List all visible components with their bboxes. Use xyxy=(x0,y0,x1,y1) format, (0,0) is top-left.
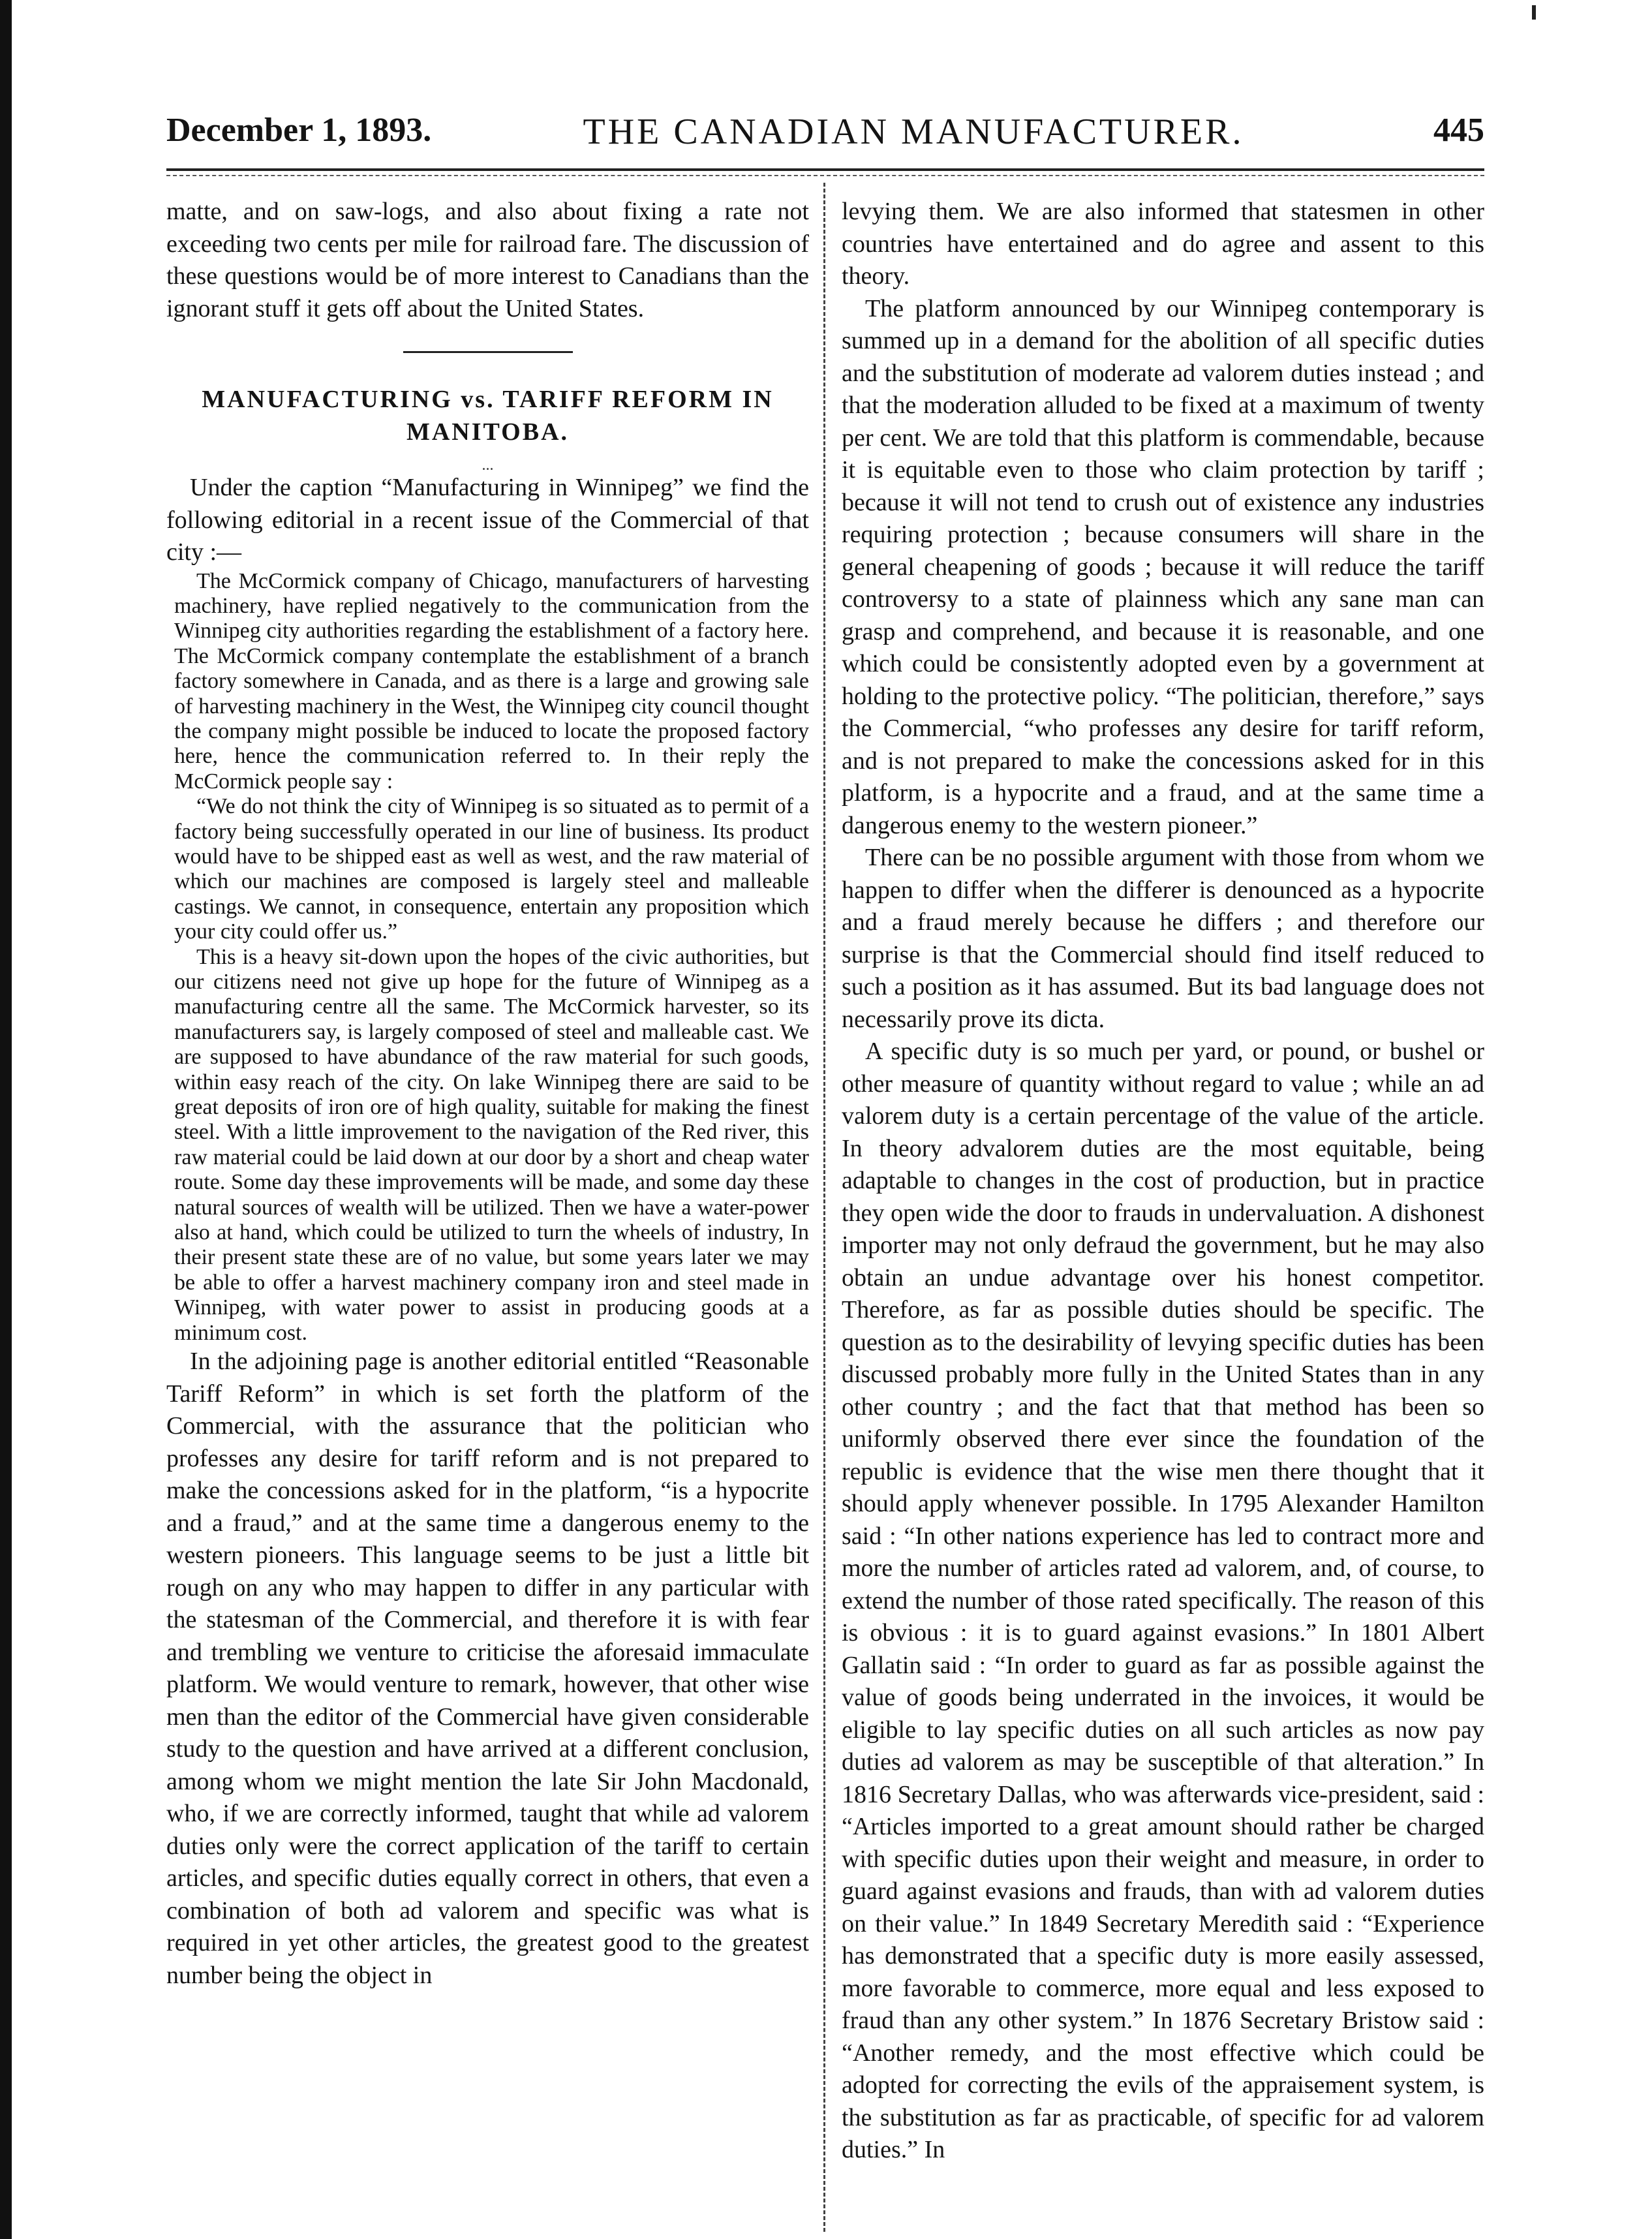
left-column xyxy=(166,196,809,2206)
section-divider xyxy=(403,351,573,353)
right-paragraph-1: levying them. We are also informed that statesmen in other countries have entertained and do agree and assent to this theory. xyxy=(842,198,1484,290)
section-title: MANUFACTURING vs. TARIFF REFORM IN MANITOBA. xyxy=(202,386,774,446)
left-paragraph-4: This is a heavy sit-down upon the hopes of the civic authorities, but our citizens need not give up hope for the future of Winnipeg as a manufacturing centre all the same. The McCormick harvester, so its manufacturers say, is largely composed of steel and malleable cast. We are supposed to have abundance of the raw material for such goods, within easy reach of the city. On lake Winnipeg there are said to be great deposits of iron ore of high quality, suitable for making the finest steel. With a little improvement to the navigation of the Red river, this raw material could be laid down at our door by a short and cheap water route. Some day these improvements will be made, and some day these natural sources of wealth will be utilized. Then we have a water-power also at hand, which could be utilized to turn the wheels of industry, In their present state these are of no value, but some years later we may be able to offer a harvest machinery company iron and steel made in Winnipeg, with water power to assist in producing goods at a minimum cost. xyxy=(174,944,809,1345)
section-mark: ... xyxy=(482,457,494,474)
right-paragraph-4: A specific duty is so much per yard, or pound, or bushel or other measure of quantity without regard to value ; while an ad valorem duty is a certain percentage of the value of the article. In theory advalorem duties are the most equitable, being adaptable to changes in the cost of production, but in practice they open wide the door to frauds in undervaluation. A dishonest importer may not only defraud the government, but he may also obtain an undue advantage over his honest competitor. Therefore, as far as possible duties should be specific. The question as to the desirability of levying specific duties has been discussed probably more fully in the United States than in any other country ; and the fact that that method has been so uniformly observed there ever since the foundation of the republic is evidence that the wise men there thought that it should apply whenever possible. In 1795 Alexander Hamilton said : “In other nations experience has led to contract more and more the number of articles rated ad valorem, and, of course, to extend the number of those rated specifically. The reason of this is obvious : it is to guard against evasions.” In 1801 Albert Gallatin said : “In order to guard as far as possible against the value of goods being underrated in the invoices, it would be eligible to lay specific duties on all such articles as now pay duties ad valorem as may be susceptible of that alteration.” In 1816 Secretary Dallas, who was afterwards vice-president, said : “Articles imported to a great amount should rather be charged with specific duties upon their weight and measure, in order to guard against evasions and frauds, than with ad valorem duties on their value.” In 1849 Secretary Meredith said : “Experience has demonstrated that a specific duty is more easily assessed, more favorable to commerce, more equal and less exposed to fraud than any other system.” In 1876 Secretary Bristow said : “Another remedy, and the most effective which could be adopted for correcting the evils of the appraisement system, is the substitution as far as practicable, of specific for ad valorem duties.” In xyxy=(842,1038,1484,2163)
left-paragraph-5: In the adjoining page is another editorial entitled “Reasonable Tariff Reform” in which is set forth the platform of the Commercial, with the assurance that the politician who professes any desire for tariff reform and is not prepared to make the concessions asked for in the platform, “is a hypocrite and a fraud,” and at the same time a dangerous enemy to the western pioneers. This language seems to be just a little bit rough on any who may happen to differ in any particular with the statesman of the Commercial, and therefore it is with fear and trembling we venture to criticise the aforesaid immaculate platform. We would venture to remark, however, that other wise men than the editor of the Commercial have given considerable study to the question and have arrived at a different conclusion, among whom we might mention the late Sir John Macdonald, who, if we are correctly informed, taught that while ad valorem duties only were the correct application of the tariff to certain articles, and specific duties equally correct in others, that even a combination of both ad valorem and specific was what is required in yet other articles, the greatest good to the greatest number being the object in xyxy=(166,1348,809,1989)
scan-edge-bar xyxy=(0,0,12,2239)
intro-paragraph: matte, and on saw-logs, and also about fixing a rate not exceeding two cents per mile for railroad fare. The discussion of these questions would be of more interest to Canadians than the ignorant stuff it gets off about the United States. xyxy=(166,198,809,322)
right-paragraph-2: The platform announced by our Winnipeg contemporary is summed up in a demand for the abolition of all specific duties and the substitution of moderate ad valorem duties instead ; and that the moderation alluded to be fixed at a maximum of twenty per cent. We are told that this platform is commendable, because it is equitable even to those who claim protection by tariff ; because it will not tend to crush out of existence any industries requiring protection ; because consumers will share in the general cheapening of goods ; because it will reduce the tariff controversy to a state of plainness which any sane man can grasp and comprehend, and because it is reasonable, and one which could be consistently adopted even by a government at holding to the protective policy. “The politician, therefore,” says the Commercial, “who professes any desire for tariff reform, and is not prepared to make the concessions asked for in this platform, is a hypocrite and a fraud, and at the same time a dangerous enemy to the western pioneer.” xyxy=(842,294,1484,839)
left-paragraph-3: “We do not think the city of Winnipeg is so situated as to permit of a factory being successfully operated in our line of business. Its product would have to be shipped east as well as west, and the raw material of which our machines are composed is largely steel and malleable castings. We cannot, in consequence, entertain any proposition which your city could offer us.” xyxy=(174,794,809,944)
left-article-body xyxy=(166,472,809,1992)
page-header xyxy=(166,111,1484,163)
right-paragraph-3: There can be no possible argument with those from whom we happen to differ when the differer is denounced as a hypocrite and a fraud merely because he differs ; and therefore our surprise is that the Commercial should find itself reduced to such a position as it has assumed. But its bad language does not necessarily prove its dicta. xyxy=(842,844,1484,1033)
right-column xyxy=(842,196,1484,2206)
column-separator xyxy=(823,183,825,2232)
publication-title: THE CANADIAN MANUFACTURER. xyxy=(583,112,1244,152)
left-paragraph-1: Under the caption “Manufacturing in Winnipeg” we find the following editorial in a recent issue of the Commercial of that city :— xyxy=(166,474,809,566)
header-rule-dashed xyxy=(166,175,1484,176)
scan-edge-mark xyxy=(1532,5,1536,20)
issue-date: December 1, 1893. xyxy=(166,112,432,149)
header-rule xyxy=(166,168,1484,171)
left-paragraph-2: The McCormick company of Chicago, manufacturers of harvesting machinery, have replied negatively to the communication from the Winnipeg city authorities regarding the establishment of a factory here. The McCormick company contemplate the establishment of a branch factory somewhere in Canada, and as there is a large and growing sale of harvesting machinery in the West, the Winnipeg city council thought the company might possible be induced to locate the proposed factory here, hence the communication referred to. In their reply the McCormick people say : xyxy=(174,568,809,794)
right-article-body xyxy=(842,196,1484,2167)
page-number: 445 xyxy=(1433,112,1484,149)
